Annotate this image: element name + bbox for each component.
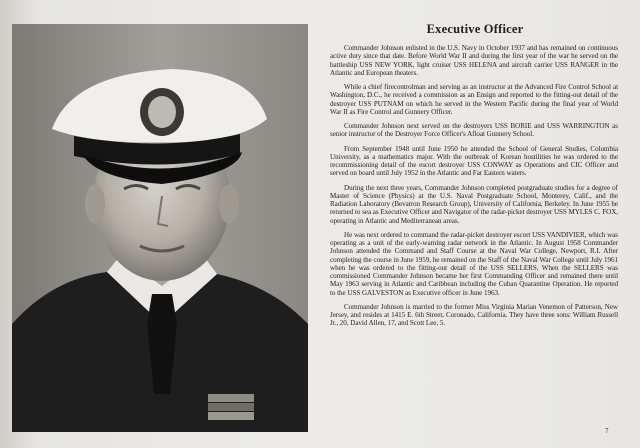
paragraph: While a chief firecontrolman and serving as an instructor at the Advanced Fire Control School at Washington, D.C., he received a commission as an Ensign and reported to the fitting-out detail of the destroyer USS PUTNAM on which he served in the Western Pacific during the final year of World War II as Fire Control and Gunnery Officer.: [330, 83, 618, 116]
paragraph: He was next ordered to command the radar-picket destroyer escort USS VANDIVIER, which was operating as a unit of the early-warning radar network in the Atlantic. In August 1958 Commander Johnson attended the Command and Staff Course at the Naval War College, Newport, R.I. After completing the course in June 1959, he remained on the Staff of the Naval War College until July 1961 when he was ordered to the fitting-out detail of the USS SELLERS. When the SELLERS was commissioned Commander Johnson became her first Commanding Officer and remained there until May 1963 serving in Atlantic and Caribbean including the Cuban Quarantine Operation. He reported to the USS GALVESTON as Executive officer in June 1963.: [330, 230, 618, 297]
paragraph: From September 1948 until June 1950 he attended the School of General Studies, Columbia University, as a mathematics major. With the outbreak of Korean hostilities he was ordered to the recommissioning detail of the escort destroyer USS CONWAY as Operations and CIC Officer and served on board until July 1952 in the Atlantic and Far Eastern waters.: [330, 144, 618, 178]
paragraph: Commander Johnson enlisted in the U.S. Navy in October 1937 and has remained on continuous active duty since that date. Before World War II and during the first year of the war he served on the battleship USS NEW YORK, light cruiser USS HELENA and aircraft carrier USS RANGER in the Atlantic and European theaters.: [330, 44, 618, 77]
page-number: 7: [605, 427, 609, 435]
officer-portrait-photo: [12, 24, 308, 432]
paragraph: Commander Johnson is married to the former Miss Virginia Marian Venemon of Patterson, New Jersey, and resides at 1415 E. 6th Street, Coronado, California. They have three sons: William Russell Jr., 20, David Allen, 17, and Scott Lee, 5.: [330, 302, 618, 328]
biography-text: [330, 44, 618, 334]
paragraph: During the next three years, Commander Johnson completed postgraduate studies for a degree of Master of Science (Physics) at the U.S. Naval Postgraduate School, Monterey, Calif., and the Radiation Laboratory (Bevatron Research Group), University of California, Berkeley. In June 1955 he returned to sea as Executive Officer and Navigator of the radar-picket destroyer USS MYLES C. FOX, operating in Atlantic and Mediterranean areas.: [330, 183, 618, 225]
section-title: Executive Officer: [426, 22, 524, 36]
paragraph: Commander Johnson next served on the destroyers USS BORIE and USS WARRINGTON as senior instructor of the Destroyer Force Officer's Afloat Gunnery School.: [330, 122, 618, 139]
